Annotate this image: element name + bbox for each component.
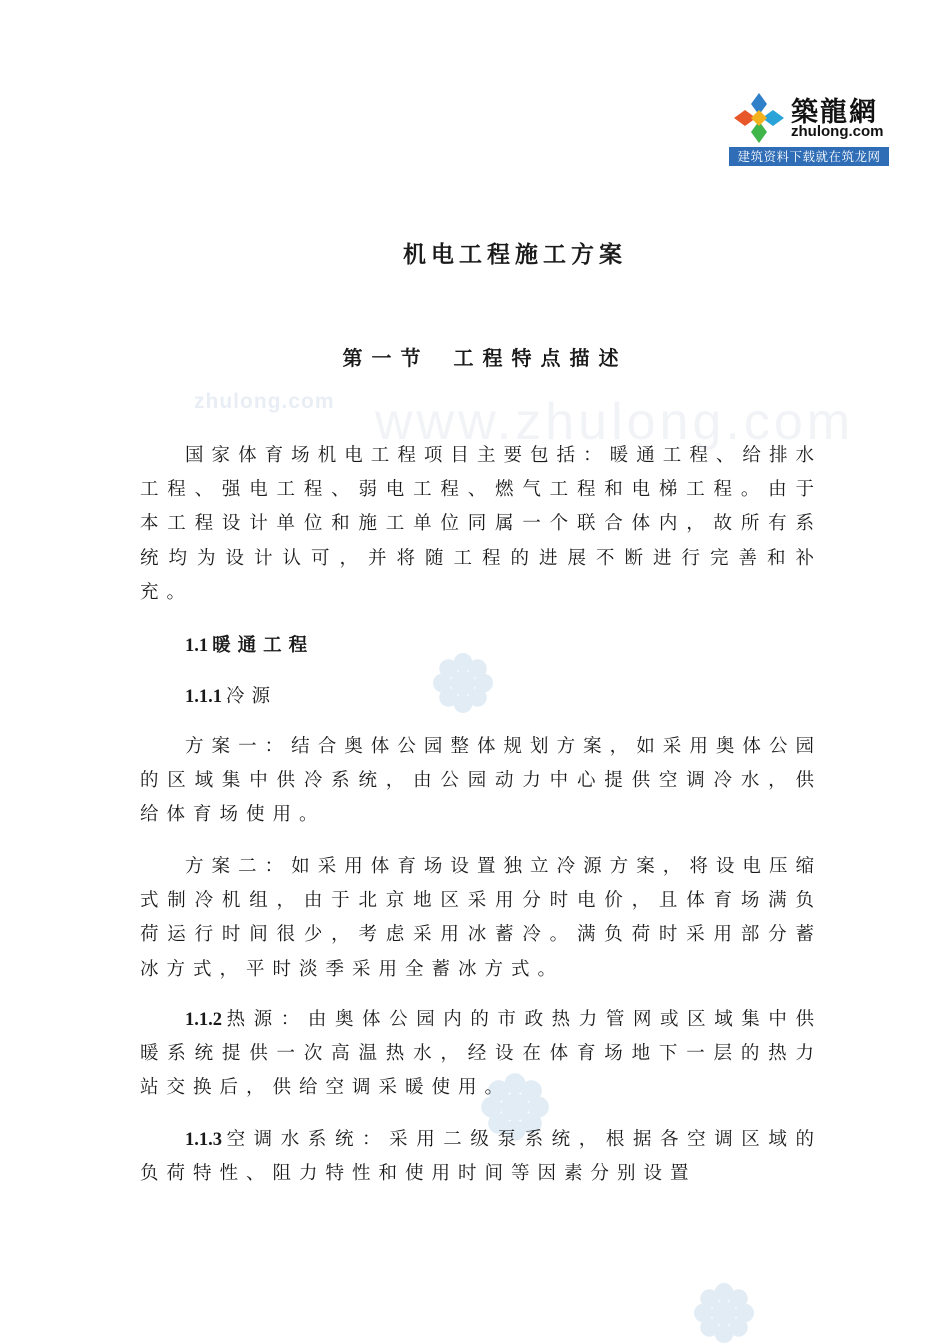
- paragraph-text: 空调水系统：采用二级泵系统，根据各空调区域的负荷特性、阻力特性和使用时间等因素分别设置: [140, 1129, 822, 1185]
- plan-one-paragraph: 方案一：结合奥体公园整体规划方案，如采用奥体公园的区域集中供冷系统，由公园动力中心提供空调冷水，供给体育场使用。: [140, 736, 822, 826]
- watermark-flower-icon: [693, 1282, 755, 1344]
- watermark-brand: zhulong.com: [194, 390, 335, 413]
- chilled-water-paragraph: [140, 1123, 822, 1191]
- heading-number: 1.1.1: [185, 687, 222, 707]
- heading-number: 1.1: [185, 636, 209, 656]
- logo-domain: zhulong.com: [791, 123, 884, 140]
- logo-chinese-name: 築龍網: [791, 97, 878, 128]
- heading-text: 冷源: [226, 686, 278, 707]
- heat-source-paragraph: [140, 1003, 822, 1106]
- intro-paragraph: 国家体育场机电工程项目主要包括：暖通工程、给排水工程、强电工程、弱电工程、燃气工程和电梯工程。由于本工程设计单位和施工单位同属一个联合体内，故所有系统均为设计认可，并将随工程的进展不断进行完善和补充。: [140, 445, 822, 603]
- section-number: 第一节: [342, 346, 430, 370]
- document-title: 机电工程施工方案: [403, 241, 627, 268]
- watermark-url: www.zhulong.com: [375, 393, 855, 451]
- zhulong-logo: [729, 88, 889, 166]
- heading-text: 暖通工程: [212, 635, 315, 656]
- logo-slogan: 建筑资料下载就在筑龙网: [729, 147, 889, 166]
- section-heading: [0, 342, 950, 371]
- heading-1-1: [185, 631, 314, 657]
- paragraph-number: 1.1.3: [185, 1130, 222, 1150]
- paragraph-number: 1.1.2: [185, 1010, 222, 1030]
- heading-1-1-1: [185, 682, 277, 708]
- plan-two-paragraph: 方案二：如采用体育场设置独立冷源方案，将设电压缩式制冷机组，由于北京地区采用分时电价，且体育场满负荷运行时间很少，考虑采用冰蓄冷。满负荷时采用部分蓄冰方式，平时淡季采用全蓄冰方式。: [140, 856, 822, 980]
- section-title: 工程特点描述: [453, 346, 628, 370]
- watermark-flower-icon: [432, 652, 494, 714]
- zhulong-logo-icon: [731, 90, 787, 146]
- paragraph-text: 热源：由奥体公园内的市政热力管网或区域集中供暖系统提供一次高温热水，经设在体育场地下一层的热力站交换后，供给空调采暖使用。: [140, 1009, 822, 1099]
